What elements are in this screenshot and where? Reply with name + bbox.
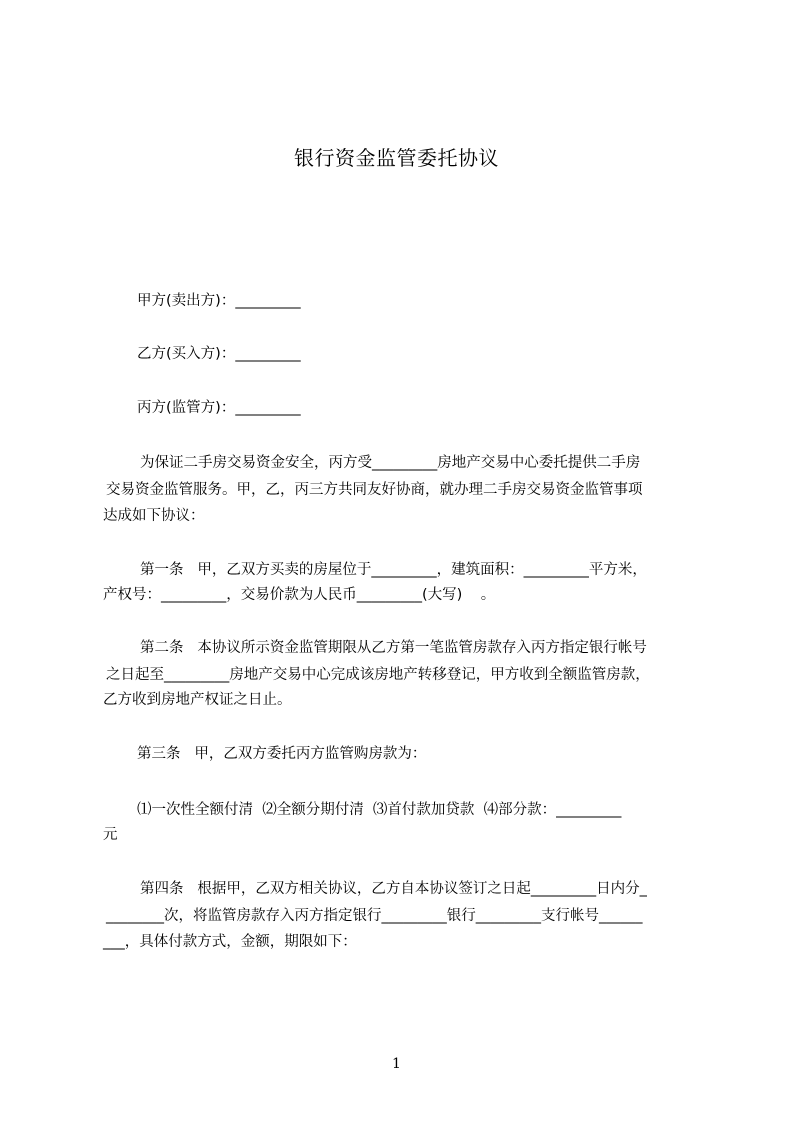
article-2-line-2: 之日起至_________房地产交易中心完成该房地产转移登记，甲方收到全额监管房款， <box>106 667 650 683</box>
preamble-line-1: 为保证二手房交易资金安全，丙方受_________房地产交易中心委托提供二手房 <box>140 455 641 471</box>
article-2-line-1: 第二条 本协议所示资金监管期限从乙方第一笔监管房款存入丙方指定银行帐号 <box>140 640 647 656</box>
article-1-line-1: 第一条 甲，乙双方买卖的房屋位于_________，建筑面积：_________平方米， <box>140 562 647 578</box>
payment-options-line-2: 元 <box>103 827 118 843</box>
payment-options-line-1: ⑴一次性全额付清 ⑵全额分期付清 ⑶首付款加贷款 ⑷部分款：_________ <box>137 802 622 818</box>
preamble-line-3: 达成如下协议： <box>103 508 205 524</box>
preamble-line-2: 交易资金监管服务。甲，乙，丙三方共同友好协商，就办理二手房交易资金监管事项 <box>106 482 643 498</box>
article-2-line-3: 乙方收到房地产权证之日止。 <box>103 692 292 708</box>
article-4-line-1: 第四条 根据甲，乙双方相关协议，乙方自本协议签订之日起_________日内分_ <box>140 881 647 897</box>
article-4-line-2: ________次，将监管房款存入丙方指定银行_________银行_________支行帐号______ <box>106 908 643 924</box>
article-3-line: 第三条 甲，乙双方委托丙方监管购房款为： <box>137 746 427 762</box>
page-number: 1 <box>392 1056 401 1072</box>
article-1-line-2: 产权号：_________，交易价款为人民币_________(大写) 。 <box>103 587 496 603</box>
document-title: 银行资金监管委托协议 <box>294 146 499 170</box>
party-c-line: 丙方(监管方)：_________ <box>137 400 301 416</box>
party-a-line: 甲方(卖出方)：_________ <box>137 293 301 309</box>
article-4-line-3: ___，具体付款方式，金额，期限如下： <box>103 934 357 950</box>
party-b-line: 乙方(买入方)：_________ <box>137 346 301 362</box>
